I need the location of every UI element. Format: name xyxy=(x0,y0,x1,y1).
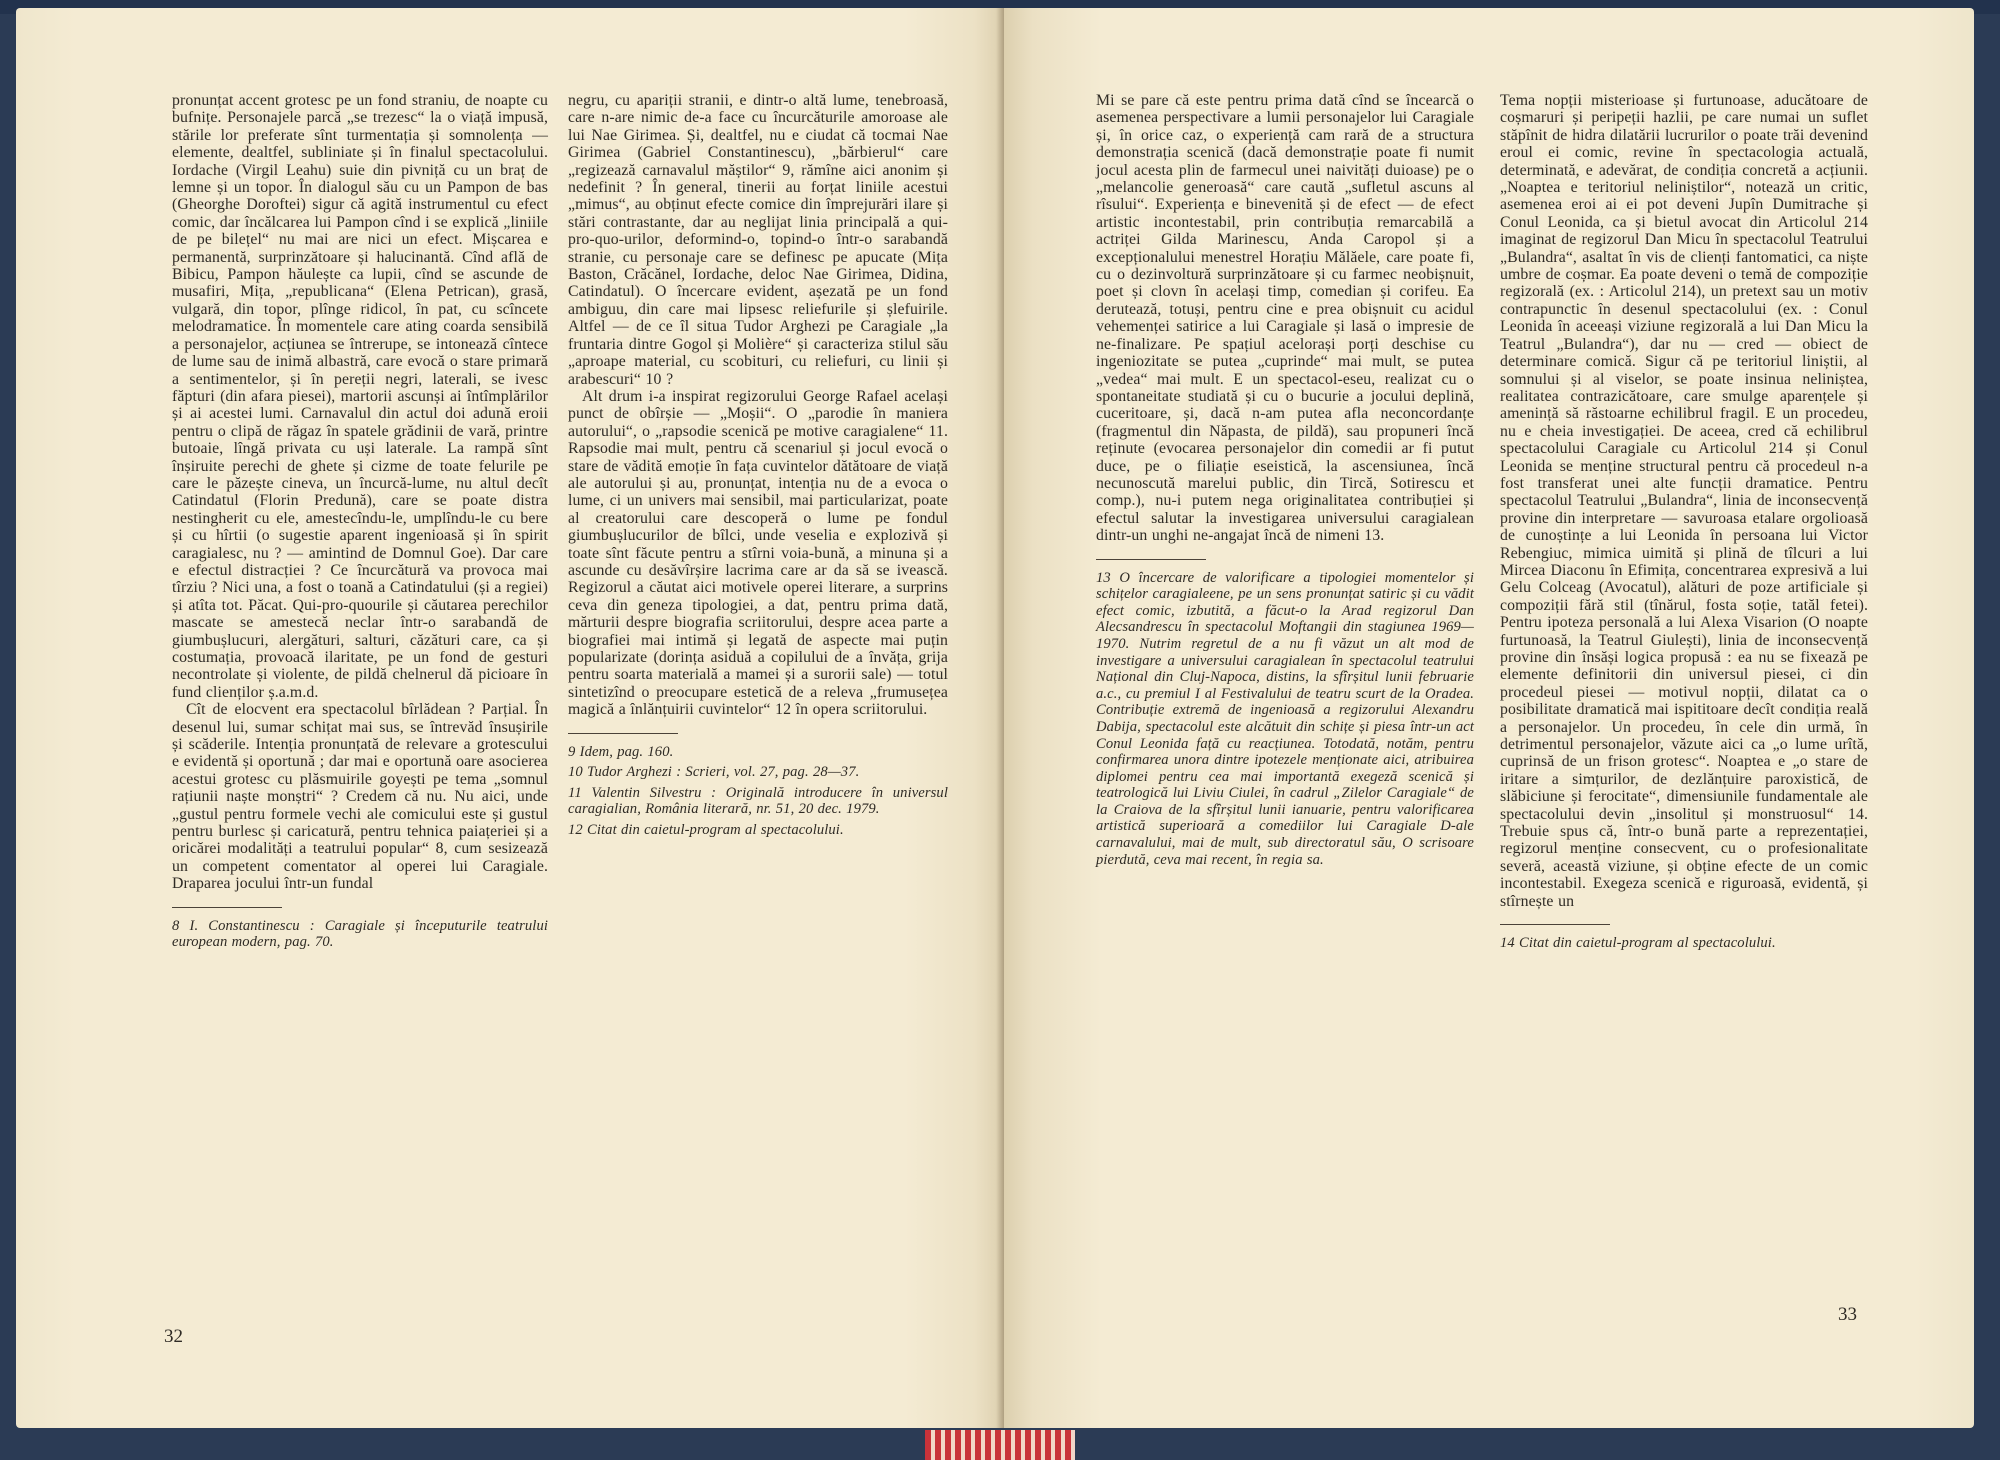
page-number: 32 xyxy=(164,1326,183,1347)
right-page-column-2 xyxy=(1500,92,1868,956)
footnote-separator xyxy=(568,733,678,734)
footnote-separator xyxy=(172,907,282,908)
footnote: 9 Idem, pag. 160. xyxy=(568,743,674,760)
footnote: 10 Tudor Arghezi : Scrieri, vol. 27, pag. 28—37. xyxy=(568,764,860,781)
footnote: 8 I. Constantinescu : Caragiale și începuturile teatrului european modern, pag. 70. xyxy=(172,917,548,951)
body-paragraph: Alt drum i-a inspirat regizorului George Rafael același punct de obîrșie — „Moșii“. O „parodie în maniera autorului“, o „rapsodie scenică pe motive caragialene“ 11. Rapsodie mai mult, pentru că scenariul și jocul evocă o stare de vădită emoție în fața cuvintelor dătătoare de viață ale autorului și au, pronunțat, intenția nu de a evoca o lume, ci un univers mai sensibil, mai particularizat, poate al creatorului care descoperă o lume pe fondul giumbușlucurilor de bîlci, unde veselia e explozivă și toate sînt făcute pentru a stîrni voia-bună, a minuna și a ascunde cu desăvîrșire lacrima care ar da să se ivească. Regizorul a căutat aici motivele operei literare, a surprins ceva din geneza tipologiei, a dat, pentru prima dată, mărturii despre biografia scriitorului, despre acea parte a biografiei mai intimă și legată de aspecte mai puțin popularizate (dorința asiduă a copilului de a învăța, grija pentru soarta materială a mamei și a surorii sale) — totul sintetizînd o preocupare estetică de a releva „frumusețea magică a înlănțuirii cuvintelor“ 12 în opera scriitorului. xyxy=(568,387,948,719)
body-paragraph: negru, cu apariții stranii, e dintr-o altă lume, tenebroasă, care n-are nimic de-a face cu încurcăturile amoroase ale lui Nae Girimea. Și, dealtfel, nu e ciudat că tocmai Nae Girimea (Gabriel Constantinescu), „bărbierul“ care „regizează carnavalul măștilor“ 9, rămîne aici anonim și nedefinit ? În general, tinerii au forțat liniile acestui „mimus“, au obținut efecte comice din împrejurări ilare și stări contrastante, dar au neglijat linia principală a qui-pro-quo-urilor, deformind-o, topind-o într-o sarabandă stranie, cu personaje care se definesc pe apucate (Mița Baston, Crăcănel, Iordache, deloc Nae Girimea, Didina, Catindatul). O încercare evident, așezată pe un fond ambiguu, din care mai lipsesc reliefurile și șlefuirile. Altfel — de ce îl situa Tudor Arghezi pe Caragiale „la fruntaria dintre Gogol și Molière“ și caracteriza stilul său „aproape material, cu scobituri, cu reliefuri, cu linii și arabescuri“ 10 ? xyxy=(568,92,948,388)
footnote: 13 O încercare de valorificare a tipologiei momentelor și schițelor caragialeene, pe un sens pronunțat satiric și cu vădit efect comic, izbutită, a făcut-o la Arad regizorul Dan Alecsandrescu în spectacolul Moftangii din stagiunea 1969—1970. Nutrim regretul de a nu fi văzut un alt mod de investigare a universului caragialean în spectacolul teatrului Național din Cluj-Napoca, distins, la sfîrșitul lunii februarie a.c., cu premiul I al Festivalului de teatru scurt de la Oradea. Contribuție extremă de ingenioasă a regizorului Alexandru Dabija, spectacolul este alcătuit din schițe și piesa într-un act Conul Leonida față cu reacțiunea. Totodată, notăm, pentru confirmarea unora dintre ipotezele menționate aici, atribuirea diplomei pentru cea mai importantă exegeză scenică și teatrologică lui Liviu Ciulei, în cadrul „Zilelor Caragiale“ de la Craiova de la sfîrșitul lunii ianuarie, pentru valorificarea artistică superioară a comediilor lui Caragiale D-ale carnavalului, mai de mult, sub directoratul său, O scrisoare pierdută, ceva mai recent, în regia sa. xyxy=(1096,569,1474,868)
left-page-column-2 xyxy=(568,92,948,843)
body-paragraph: Mi se pare că este pentru prima dată cînd se încearcă o asemenea perspectivare a lumii personajelor lui Caragiale și, în orice caz, o experiență cam rară de a structura demonstrația scenică (dacă demonstrație poate fi numit jocul acesta plin de farmecul unei naivități duioase) pe o „melancolie generoasă“ care caută „sufletul ascuns al rîsului“. Experiența e binevenită și de efect — de efect artistic incontestabil, prin contribuția remarcabilă a actriței Gilda Marinescu, Anda Caropol și a excepționalului menestrel Horațiu Mălăele, care poate fi, cu o dezinvoltură surprinzătoare și cu farmec neobișnuit, poet și clovn în același timp, comedian și corifeu. Ea derutează, totuși, pentru cine e prea obișnuit cu acidul vehemenței satirice a lui Caragiale și lasă o impresie de ne-finalizare. Pe spațiul acelorași porți deschise cu ingeniozitate se putea „cuprinde“ mai mult, se putea „vedea“ mai mult. E un spectacol-eseu, realizat cu o spontaneitate studiată și cu o bucurie a jocului deplină, cuceritoare, și, dacă n-am putea afla neconcordanțe (fragmentul din Năpasta, de pildă), sau propuneri încă reținute (evocarea personajelor din comedii ar fi putut duce, pe o filiație eseistică, la ascensiunea, încă necunoscută marelui public, din Tircă, Sotirescu et comp.), nu-i putem nega originalitatea contribuției și efectul salutar la investigarea universului caragialean dintr-un unghi ne-angajat încă de nimeni 13. xyxy=(1096,92,1474,545)
footnote-separator xyxy=(1096,559,1206,560)
left-page-column-1 xyxy=(172,92,548,955)
left-page xyxy=(16,8,1004,1428)
body-paragraph: pronunțat accent grotesc pe un fond straniu, de noapte cu bufnițe. Personajele parcă „se trezesc“ la o viață impusă, stările lor preferate sînt turmentația și somnolența — elemente, dealtfel, subliniate și în finalul spectacolului. Iordache (Virgil Leahu) suie din pivniță cu un braț de lemne și un topor. În dialogul său cu un Pampon de bas (Gheorghe Doroftei) sigur că agită instrumentul cu efect comic, dar încălcarea lui Pampon cînd i se explică „liniile de pe bilețel“ nu mai are nici un efect. Mișcarea e permanentă, surprinzătoare și halucinantă. Cînd află de Bibicu, Pampon hăulește ca lupii, cînd se ascunde de musafiri, Mița, „republicana“ (Elena Petrican), grasă, vulgară, din topor, plînge ridicol, în pat, cu scîncete melodramatice. În momentele care ating coarda sensibilă a personajelor, acțiunea se întrerupe, se intonează cîntece de lume sau de inimă albastră, care evocă o stare primară a sentimentelor, și în pereții negri, laterali, se ivesc făpturi (din afara piesei), martorii ascunși ai întîmplărilor și ai acestei lumi. Carnavalul din actul doi adună eroii pentru o clipă de răgaz în spatele grădinii de vară, printre butoaie, lîngă privata cu uși laterale. La rampă sînt înșiruite perechi de ghete și cizme de toate felurile pe care le păzește cineva, un încurcă-lume, nu altul decît Catindatul (Florin Predună), care se poate distra nestingherit cu ele, amestecîndu-le, umplîndu-le cu bere și cu hîrtii (o sugestie aparent ingenioasă și în spirit caragialesc, nu ? — amintind de Domnul Goe). Dar care e efectul distracției ? Ce încurcătură va provoca mai tîrziu ? Nici una, a fost o toană a Catindatului (și a regiei) și atîta tot. Păcat. Qui-pro-quourile și căutarea perechilor mascate se amestecă neclar într-o sarabandă de giumbușlucuri, alergături, salturi, căzături care, ca și costumația, provoacă ilaritate, pe un fond de gesturi necontrolate și violente, de pildă chelnerul dă picioare în fund clienților ș.a.m.d. xyxy=(172,92,548,701)
footnote: 14 Citat din caietul-program al spectacolului. xyxy=(1500,935,1776,952)
body-paragraph: Tema nopții misterioase și furtunoase, aducătoare de coșmaruri și peripeții hazlii, pe care numai un suflet stăpînit de hidra dilatării lucrurilor o poate trăi devenind eroul ei comic, revine în spectacologia actuală, determinată, e adevărat, de condiția concretă a acțiunii. „Noaptea e teritoriul neliniștilor“, notează un critic, asemenea eroi ai ei pot deveni Jupîn Dumitrache și Conul Leonida, ca și bietul avocat din Articolul 214 imaginat de regizorul Dan Micu în spectacolul Teatrului „Bulandra“, asaltat în vis de clienți fantomatici, ca niște umbre de coșmar. Ea poate deveni o temă de compoziție regizorală (ex. : Articolul 214), un pretext sau un motiv contrapunctic în desenul spectacolului (ex. : Conul Leonida în aceeași viziune regizorală a lui Dan Micu la Teatrul „Bulandra“), dar nu — cred — obiect de determinare comică. Sigur că pe teritoriul liniștii, al somnului și al viselor, se poate insinua neliniștea, realitatea contrazicătoare, care smulge aparențele și amenință să răstoarne echilibrul fragil. E un procedeu, nu e cheia investigației. De aceea, cred că echilibrul spectacolului Caragiale cu Articolul 214 și Conul Leonida se menține structural pentru că procedeul n-a fost transferat unei alte funcții dramatice. Pentru spectacolul Teatrului „Bulandra“, linia de inconsecvență provine din interpretare — savuroasa etalare orgolioasă de cunoștințe a lui Leonida în persoana lui Victor Rebengiuc, mimica uimită și plină de tîlcuri a lui Mircea Diaconu în Efimița, concentrarea expresivă a lui Gelu Colceag (Avocatul), alături de poze artificiale și compoziții fără stil (tînărul, fosta soție, tatăl fetei). Pentru ipoteza personală a lui Alexa Visarion (O noapte furtunoasă, la Teatrul Giulești), linia de inconsecvență provine din însăși logica propusă : ea nu se fixează pe elemente definitorii din universul piesei, ci din procedeul piesei — motivul nopții, dilatat ca o posibilitate dramatică mai ispititoare decît condiția reală a personajelor. Un procedeu, în cele din urmă, în detrimentul personajelor, văzute aici ca „o lume urîtă, cuprinsă de un frison grotesc“. Noaptea e „o stare de iritare a simțurilor, de dezlănțuire paroxistică, de slăbiciune și ferocitate“, dimensiunile fundamentale ale spectacolului devin „insolitul și monstruosul“ 14. Trebuie spus că, într-o bună parte a reprezentației, regizorul menține consecvent, cu o profesionalitate severă, această viziune, și obține efecte de un comic incontestabil. Exegeza scenică e riguroasă, evidentă, și stîrnește un xyxy=(1500,92,1868,910)
footnote-separator xyxy=(1500,924,1610,925)
right-page-column-1 xyxy=(1096,92,1474,872)
footnote: 11 Valentin Silvestru : Originală introducere în universul caragialian, România literară, nr. 51, 20 dec. 1979. xyxy=(568,784,948,818)
right-page xyxy=(1004,8,1974,1428)
footnote: 12 Citat din caietul-program al spectacolului. xyxy=(568,822,844,838)
bookmark-ribbon xyxy=(925,1430,1075,1460)
body-paragraph: Cît de elocvent era spectacolul bîrlădean ? Parțial. În desenul lui, sumar schițat mai sus, se întrevăd însușirile și scăderile. Intenția pronunțată de relevare a grotescului e evidentă și oportună ; dar mai e oportună oare asocierea acestui grotesc cu plăsmuirile goyești pe tema „somnul rațiunii naște monștri“ ? Credem că nu. Nu aici, unde „gustul pentru formele vechi ale comicului este și gustul pentru burlesc și caricatură, pentru tehnica paiațeriei și a oricărei modalități a teatrului popular“ 8, cum sesizează un competent comentator al operei lui Caragiale. Draparea jocului într-un fundal xyxy=(172,701,548,893)
page-number: 33 xyxy=(1838,1304,1857,1325)
